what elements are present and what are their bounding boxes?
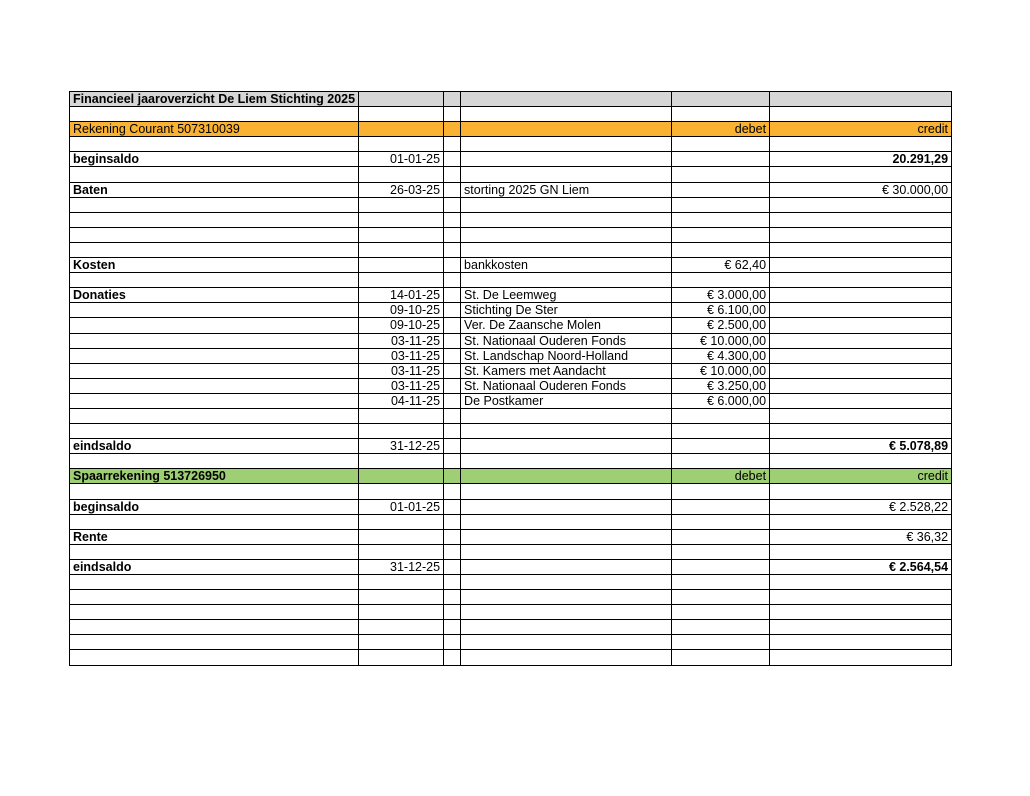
donatie-date[interactable]: 03-11-25 [359, 333, 444, 348]
kosten-description[interactable]: bankkosten [461, 258, 672, 273]
donatie-date[interactable]: 14-01-25 [359, 288, 444, 303]
donatie-row [70, 348, 952, 363]
donatie-date[interactable]: 03-11-25 [359, 378, 444, 393]
donatie-row [70, 318, 952, 333]
empty-row [70, 197, 952, 212]
donatie-row [70, 288, 952, 303]
donatie-description[interactable]: De Postkamer [461, 393, 672, 408]
rente-row [70, 529, 952, 544]
empty-row [70, 590, 952, 605]
baten-credit[interactable]: € 30.000,00 [770, 182, 952, 197]
empty-row [70, 514, 952, 529]
baten-date[interactable]: 26-03-25 [359, 182, 444, 197]
spaar-eindsaldo-date[interactable]: 31-12-25 [359, 559, 444, 574]
courant-debet-header[interactable]: debet [672, 122, 770, 137]
spaar-account-label[interactable]: Spaarrekening 513726950 [70, 469, 359, 484]
empty-row [70, 454, 952, 469]
courant-header-row [70, 122, 952, 137]
empty-row [70, 212, 952, 227]
donatie-description[interactable]: St. Landschap Noord-Holland [461, 348, 672, 363]
spaar-eindsaldo-label[interactable]: eindsaldo [70, 559, 359, 574]
baten-label[interactable]: Baten [70, 182, 359, 197]
spaar-beginsaldo-date[interactable]: 01-01-25 [359, 499, 444, 514]
donatie-amount[interactable]: € 2.500,00 [672, 318, 770, 333]
donatie-amount[interactable]: € 3.250,00 [672, 378, 770, 393]
eindsaldo-credit[interactable]: € 5.078,89 [770, 439, 952, 454]
eindsaldo-label[interactable]: eindsaldo [70, 439, 359, 454]
courant-credit-header[interactable]: credit [770, 122, 952, 137]
empty-row [70, 167, 952, 182]
courant-account-label[interactable]: Rekening Courant 507310039 [70, 122, 359, 137]
donatie-description[interactable]: Ver. De Zaansche Molen [461, 318, 672, 333]
courant-beginsaldo-row [70, 152, 952, 167]
donatie-description[interactable]: Stichting De Ster [461, 303, 672, 318]
beginsaldo-date[interactable]: 01-01-25 [359, 152, 444, 167]
empty-row [70, 107, 952, 122]
empty-row [70, 650, 952, 665]
spaar-beginsaldo-label[interactable]: beginsaldo [70, 499, 359, 514]
donatie-amount[interactable]: € 4.300,00 [672, 348, 770, 363]
baten-description[interactable]: storting 2025 GN Liem [461, 182, 672, 197]
donaties-label[interactable]: Donaties [70, 288, 359, 303]
spaar-eindsaldo-credit[interactable]: € 2.564,54 [770, 559, 952, 574]
donatie-amount[interactable]: € 6.000,00 [672, 393, 770, 408]
donatie-description[interactable]: St. Nationaal Ouderen Fonds [461, 333, 672, 348]
empty-row [70, 408, 952, 423]
beginsaldo-credit[interactable]: 20.291,29 [770, 152, 952, 167]
donatie-amount[interactable]: € 6.100,00 [672, 303, 770, 318]
donatie-amount[interactable]: € 10.000,00 [672, 363, 770, 378]
spaar-eindsaldo-row [70, 559, 952, 574]
spaar-header-row [70, 469, 952, 484]
empty-row [70, 620, 952, 635]
baten-row [70, 182, 952, 197]
kosten-debet[interactable]: € 62,40 [672, 258, 770, 273]
donatie-description[interactable]: St. Nationaal Ouderen Fonds [461, 378, 672, 393]
title-row [70, 92, 952, 107]
spaar-credit-header[interactable]: credit [770, 469, 952, 484]
spaar-beginsaldo-credit[interactable]: € 2.528,22 [770, 499, 952, 514]
donatie-amount[interactable]: € 10.000,00 [672, 333, 770, 348]
rente-label[interactable]: Rente [70, 529, 359, 544]
empty-row [70, 424, 952, 439]
donatie-date[interactable]: 03-11-25 [359, 348, 444, 363]
courant-eindsaldo-row [70, 439, 952, 454]
spaar-beginsaldo-row [70, 499, 952, 514]
donatie-date[interactable]: 03-11-25 [359, 363, 444, 378]
donatie-row [70, 303, 952, 318]
empty-row [70, 605, 952, 620]
donatie-row [70, 393, 952, 408]
donatie-row [70, 333, 952, 348]
donatie-row [70, 378, 952, 393]
empty-row [70, 227, 952, 242]
donatie-row [70, 363, 952, 378]
rente-credit[interactable]: € 36,32 [770, 529, 952, 544]
spaar-debet-header[interactable]: debet [672, 469, 770, 484]
financial-overview-table [69, 91, 952, 666]
donatie-date[interactable]: 09-10-25 [359, 318, 444, 333]
empty-row [70, 273, 952, 288]
eindsaldo-date[interactable]: 31-12-25 [359, 439, 444, 454]
empty-row [70, 484, 952, 499]
empty-row [70, 137, 952, 152]
empty-row [70, 242, 952, 257]
kosten-row [70, 258, 952, 273]
donatie-date[interactable]: 04-11-25 [359, 393, 444, 408]
sheet-title[interactable]: Financieel jaaroverzicht De Liem Stichting 2025 [70, 92, 359, 107]
donatie-amount[interactable]: € 3.000,00 [672, 288, 770, 303]
beginsaldo-label[interactable]: beginsaldo [70, 152, 359, 167]
empty-row [70, 635, 952, 650]
donatie-date[interactable]: 09-10-25 [359, 303, 444, 318]
kosten-label[interactable]: Kosten [70, 258, 359, 273]
donatie-description[interactable]: St. De Leemweg [461, 288, 672, 303]
empty-row [70, 544, 952, 559]
empty-row [70, 575, 952, 590]
donatie-description[interactable]: St. Kamers met Aandacht [461, 363, 672, 378]
